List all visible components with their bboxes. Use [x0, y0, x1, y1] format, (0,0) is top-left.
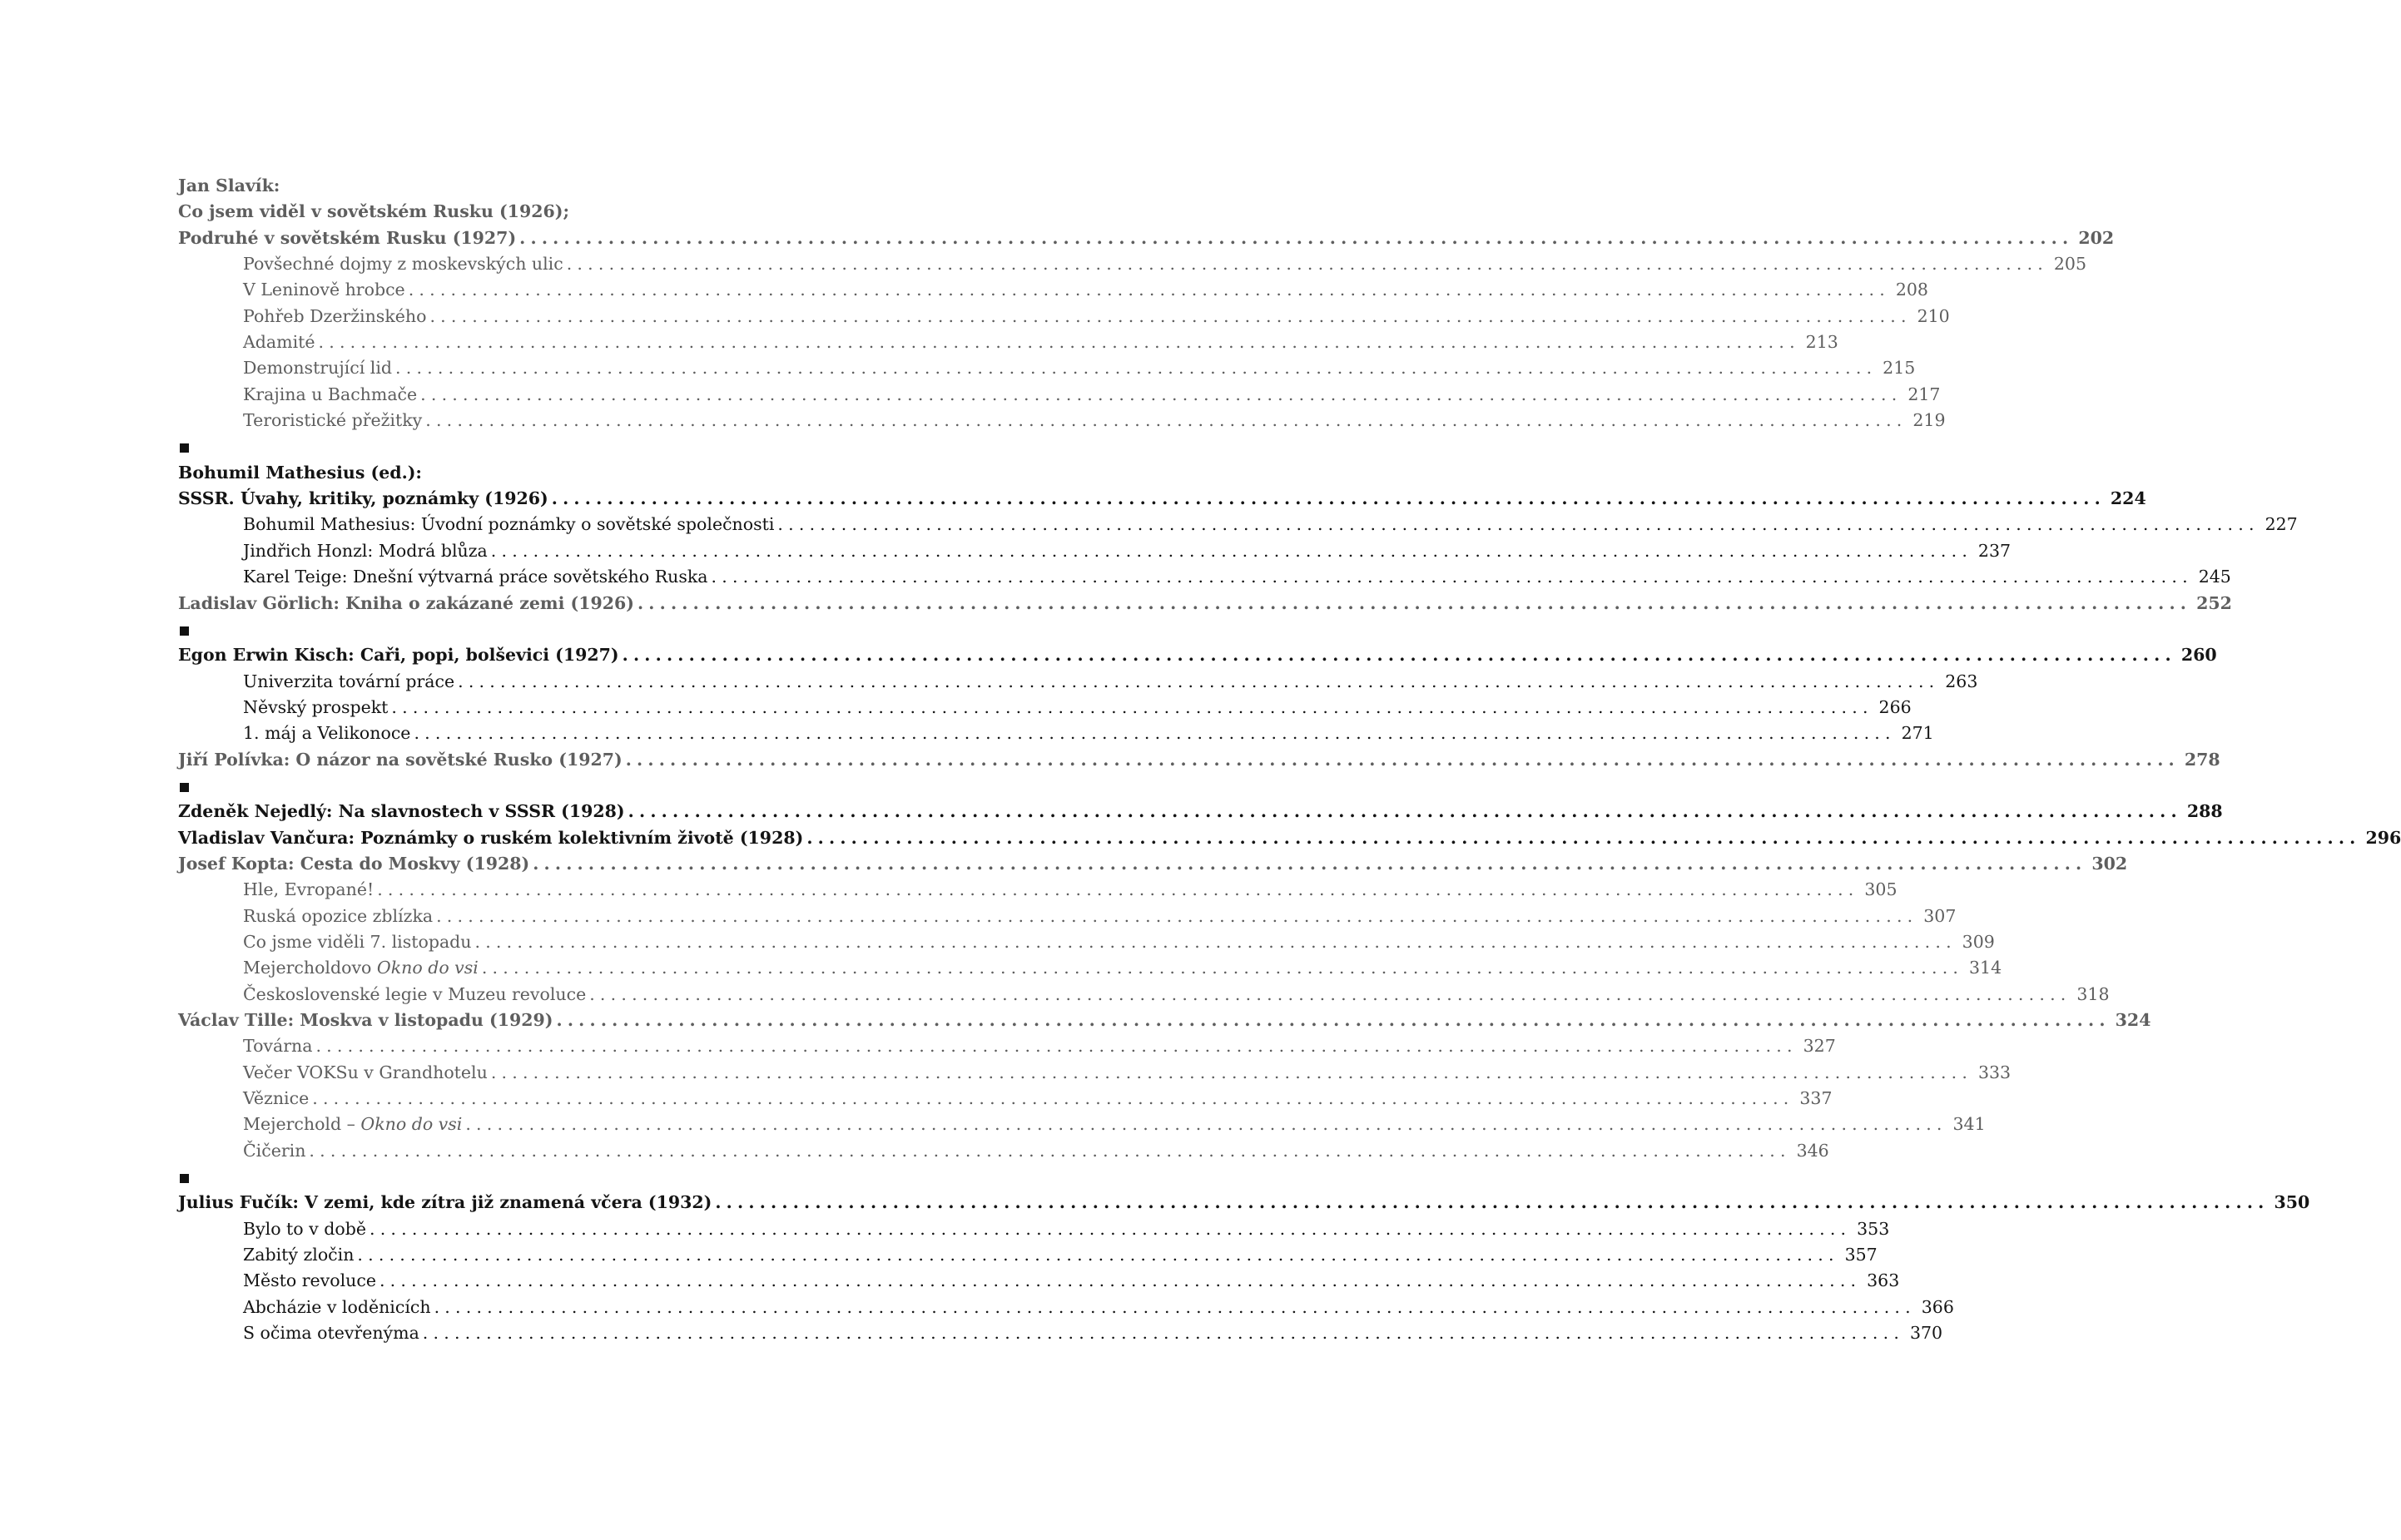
page-number: 278 — [2184, 749, 2220, 770]
entry-title-italic: Okno do vsi — [360, 1114, 463, 1135]
entry-title — [243, 1086, 309, 1112]
dot-leader: ............................................................................................................................................ — [312, 1088, 1794, 1109]
page-number: 302 — [2091, 853, 2128, 874]
toc-subentry — [178, 329, 1838, 355]
entry-title-text: Jan Slavík: — [178, 176, 280, 196]
page-number: 237 — [1977, 540, 2012, 561]
toc-subentry — [178, 1242, 1878, 1268]
toc-subentry — [178, 1320, 1943, 1346]
page-number: 346 — [1796, 1140, 1829, 1161]
black-square-icon — [180, 443, 189, 453]
entry-title-text: Zdeněk Nejedlý: Na slavnostech v SSSR (1928) — [178, 801, 625, 822]
entry-title — [178, 747, 623, 773]
dot-leader: ............................................................................................................................................ — [490, 1062, 1973, 1082]
entry-title-text: Bohumil Mathesius: Úvodní poznámky o sovětské společnosti — [243, 514, 775, 535]
page-number: 337 — [1799, 1088, 1833, 1109]
toc-entry — [178, 591, 2232, 616]
toc-entry — [178, 1008, 2151, 1033]
page-number: 202 — [2078, 227, 2115, 248]
toc-subentry — [178, 277, 1928, 303]
entry-title-text: Josef Kopta: Cesta do Moskvy (1928) — [178, 853, 530, 874]
page-number: 309 — [1962, 931, 1995, 952]
page-number: 357 — [1844, 1245, 1878, 1265]
dot-leader: ............................................................................................................................................ — [566, 254, 2049, 275]
entry-title — [243, 538, 488, 564]
entry-title — [243, 982, 586, 1008]
entry-title-text: Město revoluce — [243, 1270, 376, 1291]
toc-subentry — [178, 955, 2002, 981]
dot-leader: ............................................................................................................................................ — [715, 1192, 2270, 1213]
page-number: 288 — [2186, 801, 2223, 822]
black-square-icon — [180, 626, 189, 636]
dot-leader: ............................................................................................................................................ — [434, 1296, 1916, 1317]
toc-entry — [178, 225, 2115, 251]
page-number: 210 — [1917, 305, 1950, 326]
black-square-icon — [180, 783, 189, 792]
dot-leader: ............................................................................................................................................ — [422, 1323, 1905, 1344]
dot-leader: ............................................................................................................................................ — [395, 358, 1878, 379]
entry-title-text: Večer VOKSu v Grandhotelu — [243, 1062, 488, 1082]
page-number: 324 — [2115, 1010, 2151, 1030]
entry-title — [178, 486, 548, 512]
entry-title — [243, 1216, 366, 1242]
dot-leader: ............................................................................................................................................ — [533, 853, 2087, 874]
entry-title-text: Něvský prospekt — [243, 696, 389, 717]
entry-title — [178, 642, 619, 668]
toc-entry — [178, 851, 2128, 877]
dot-leader: ............................................................................................................................................ — [628, 801, 2182, 822]
entry-title-text: Podruhé v sovětském Rusku (1927) — [178, 227, 517, 248]
entry-title — [243, 1242, 354, 1268]
toc-entry — [178, 173, 900, 199]
entry-title — [178, 591, 634, 616]
entry-title — [178, 799, 625, 824]
entry-title-text: Bylo to v době — [243, 1218, 366, 1239]
page-number: 215 — [1883, 358, 1916, 379]
entry-title-text: Povšechné dojmy z moskevských ulic — [243, 254, 563, 275]
entry-title — [243, 512, 774, 537]
entry-title-text: Hle, Evropané! — [243, 879, 375, 900]
toc-entry — [178, 486, 2146, 512]
toc-entry — [178, 799, 2223, 824]
toc-subentry — [178, 695, 1912, 720]
entry-title-text: Demonstrující lid — [243, 358, 393, 379]
entry-title — [178, 1190, 712, 1216]
dot-leader: ............................................................................................................................................ — [625, 749, 2180, 770]
dot-leader: ............................................................................................................................................ — [369, 1218, 1852, 1239]
entry-title-text: SSSR. Úvahy, kritiky, poznámky (1926) — [178, 488, 548, 509]
dot-leader: ............................................................................................................................................ — [622, 645, 2176, 666]
dot-leader: ............................................................................................................................................ — [391, 696, 1873, 717]
page-number: 266 — [1878, 696, 1912, 717]
entry-title-text: Ladislav Görlich: Kniha o zakázané zemi (1926) — [178, 592, 634, 613]
page-number: 341 — [1952, 1114, 1986, 1135]
entry-title-text: Vladislav Vančura: Poznámky o ruském kolektivním životě (1928) — [178, 827, 804, 848]
dot-leader: ............................................................................................................................................ — [379, 1270, 1862, 1291]
entry-title — [243, 1060, 488, 1086]
entry-title — [243, 408, 422, 433]
dot-leader: ............................................................................................................................................ — [357, 1245, 1839, 1265]
entry-title — [243, 877, 374, 903]
entry-title — [243, 1268, 376, 1294]
entry-title — [243, 1033, 312, 1059]
entry-title — [243, 1320, 419, 1346]
entry-title — [243, 929, 472, 955]
dot-leader: ............................................................................................................................................ — [425, 410, 1907, 431]
page-number: 353 — [1857, 1218, 1890, 1239]
section-separator — [178, 433, 900, 459]
dot-leader: ............................................................................................................................................ — [420, 384, 1902, 404]
dot-leader: ............................................................................................................................................ — [414, 723, 1896, 744]
entry-title-text: Jindřich Honzl: Modrá blůza — [243, 540, 488, 561]
dot-leader: ............................................................................................................................................ — [458, 671, 1940, 691]
page-number: 327 — [1803, 1036, 1836, 1057]
entry-title — [243, 329, 315, 355]
entry-title-text: Václav Tille: Moskva v listopadu (1929) — [178, 1010, 553, 1030]
toc-entry — [178, 460, 900, 486]
page-number: 350 — [2274, 1192, 2310, 1213]
toc-subentry — [178, 355, 1916, 381]
dot-leader: ............................................................................................................................................ — [436, 905, 1918, 926]
toc-subentry — [178, 408, 1946, 433]
toc-entry — [178, 642, 2217, 668]
page-number: 305 — [1864, 879, 1897, 900]
toc-subentry — [178, 929, 1995, 955]
black-square-icon — [180, 1174, 189, 1183]
page-number: 263 — [1945, 671, 1978, 691]
page-number: 245 — [2198, 567, 2231, 587]
toc-subentry — [178, 877, 1897, 903]
page-number: 363 — [1867, 1270, 1900, 1291]
page-number: 307 — [1923, 905, 1957, 926]
entry-title — [243, 1295, 431, 1320]
toc-subentry — [178, 1033, 1836, 1059]
entry-title-text: Co jsme viděli 7. listopadu — [243, 931, 472, 952]
dot-leader: ............................................................................................................................................ — [429, 305, 1912, 326]
page-number: 224 — [2110, 488, 2146, 509]
entry-title — [243, 1138, 305, 1164]
dot-leader: ............................................................................................................................................ — [309, 1140, 1791, 1161]
entry-title — [243, 695, 388, 720]
entry-title — [178, 225, 516, 251]
entry-title — [243, 304, 426, 329]
page-number: 296 — [2365, 827, 2401, 848]
page-number: 205 — [2053, 254, 2087, 275]
dot-leader: ............................................................................................................................................ — [711, 567, 2193, 587]
toc-subentry — [178, 1268, 1900, 1294]
toc-subentry — [178, 512, 2298, 537]
entry-title-text: Adamité — [243, 332, 315, 353]
page-number: 260 — [2180, 645, 2217, 666]
toc-subentry — [178, 251, 2087, 277]
section-separator — [178, 773, 900, 799]
page-number: 227 — [2265, 514, 2298, 535]
entry-title-text: Mejerchold – — [243, 1114, 361, 1135]
page-number: 208 — [1895, 280, 1928, 300]
entry-title-text: Julius Fučík: V zemi, kde zítra již znamená včera (1932) — [178, 1192, 712, 1213]
dot-leader: ............................................................................................................................................ — [318, 332, 1800, 353]
entry-title-text: Egon Erwin Kisch: Caři, popi, bolševici (1927) — [178, 645, 619, 666]
entry-title-text: Věznice — [243, 1088, 310, 1109]
toc-entry — [178, 747, 2220, 773]
dot-leader: ............................................................................................................................................ — [490, 540, 1973, 561]
entry-title-text: V Leninově hrobce — [243, 280, 405, 300]
dot-leader: ............................................................................................................................................ — [806, 827, 2361, 848]
page-number: 366 — [1921, 1296, 1954, 1317]
entry-title — [243, 355, 392, 381]
toc-subentry — [178, 720, 1934, 746]
page-number: 370 — [1909, 1323, 1943, 1344]
entry-title — [178, 199, 569, 225]
toc-entry — [178, 825, 2401, 851]
entry-title-text: Bohumil Mathesius (ed.): — [178, 462, 422, 483]
entry-title — [243, 1112, 462, 1137]
entry-title-text: Karel Teige: Dnešní výtvarná práce sovětského Ruska — [243, 567, 708, 587]
dot-leader: ............................................................................................................................................ — [551, 488, 2106, 509]
entry-title-text: Jiří Polívka: O názor na sovětské Rusko (1927) — [178, 749, 623, 770]
entry-title — [178, 825, 803, 851]
page-number: 219 — [1912, 410, 1946, 431]
dot-leader: ............................................................................................................................................ — [465, 1114, 1947, 1135]
entry-title-text: Mejercholdovo — [243, 958, 377, 978]
page-number: 271 — [1901, 723, 1934, 744]
entry-title — [243, 720, 410, 746]
toc-subentry — [178, 382, 1941, 408]
dot-leader: ............................................................................................................................................ — [315, 1036, 1798, 1057]
entry-title-text: Krajina u Bachmače — [243, 384, 418, 404]
entry-title — [178, 173, 280, 199]
entry-title-text: Abcházie v loděnicích — [243, 1296, 431, 1317]
dot-leader: ............................................................................................................................................ — [474, 931, 1957, 952]
table-of-contents — [178, 173, 2401, 1346]
page-number: 333 — [1977, 1062, 2012, 1082]
toc-subentry — [178, 1138, 1829, 1164]
entry-title-text: Československé legie v Muzeu revoluce — [243, 983, 587, 1004]
dot-leader: ............................................................................................................................................ — [777, 514, 2260, 535]
entry-title — [243, 251, 563, 277]
toc-subentry — [178, 564, 2231, 590]
entry-title — [243, 955, 479, 981]
entry-title — [243, 564, 708, 590]
toc-entry — [178, 199, 900, 225]
entry-title — [243, 277, 405, 303]
entry-title — [178, 460, 422, 486]
entry-title — [243, 382, 417, 408]
toc-subentry — [178, 904, 1957, 929]
entry-title-text: Zabitý zločin — [243, 1245, 355, 1265]
dot-leader: ............................................................................................................................................ — [556, 1010, 2111, 1030]
toc-subentry — [178, 669, 1978, 695]
page-number: 318 — [2076, 983, 2110, 1004]
toc-subentry — [178, 1216, 1890, 1242]
toc-entry — [178, 1190, 2310, 1216]
dot-leader: ............................................................................................................................................ — [519, 227, 2074, 248]
entry-title-text: Co jsem viděl v sovětském Rusku (1926); — [178, 201, 570, 222]
entry-title-text: Čičerin — [243, 1140, 306, 1161]
entry-title — [178, 1008, 553, 1033]
dot-leader: ............................................................................................................................................ — [589, 983, 2071, 1004]
page-number: 252 — [2196, 592, 2232, 613]
entry-title-italic: Okno do vsi — [376, 958, 479, 978]
entry-title-text: Ruská opozice zblízka — [243, 905, 434, 926]
entry-title — [178, 851, 529, 877]
toc-subentry — [178, 982, 2110, 1008]
entry-title-text: Univerzita tovární práce — [243, 671, 455, 691]
dot-leader: ............................................................................................................................................ — [377, 879, 1859, 900]
toc-subentry — [178, 538, 2012, 564]
entry-title — [243, 669, 454, 695]
toc-subentry — [178, 304, 1950, 329]
entry-title-text: 1. máj a Velikonoce — [243, 723, 411, 744]
section-separator — [178, 616, 900, 642]
dot-leader: ............................................................................................................................................ — [637, 592, 2192, 613]
entry-title-text: Teroristické přežitky — [243, 410, 423, 431]
dot-leader: ............................................................................................................................................ — [481, 958, 1964, 978]
dot-leader: ............................................................................................................................................ — [408, 280, 1890, 300]
entry-title-text: Továrna — [243, 1036, 313, 1057]
entry-title-text: Pohřeb Dzeržinského — [243, 305, 427, 326]
entry-title — [243, 904, 433, 929]
section-separator — [178, 1164, 900, 1190]
toc-subentry — [178, 1112, 1986, 1137]
page-number: 217 — [1907, 384, 1941, 404]
page-number: 213 — [1805, 332, 1838, 353]
entry-title-text: S očima otevřenýma — [243, 1323, 419, 1344]
toc-subentry — [178, 1060, 2012, 1086]
toc-subentry — [178, 1086, 1833, 1112]
page-number: 314 — [1969, 958, 2002, 978]
toc-subentry — [178, 1295, 1954, 1320]
